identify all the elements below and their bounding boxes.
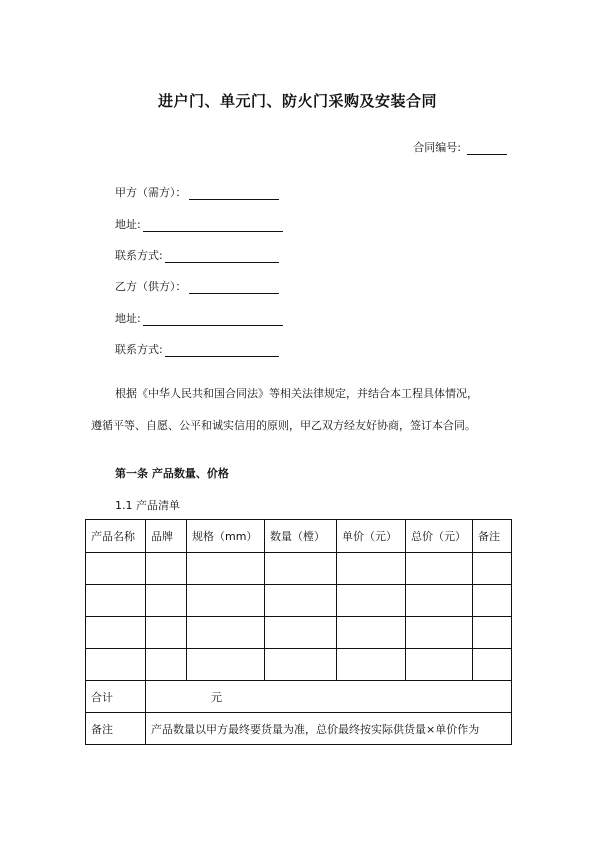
- header-brand: 品牌: [146, 520, 187, 553]
- document-title: 进户门、单元门、防火门采购及安装合同: [157, 92, 437, 110]
- table-cell[interactable]: [337, 649, 406, 681]
- party-b-label: 乙方（供方）：: [115, 280, 187, 293]
- table-cell[interactable]: [187, 553, 265, 585]
- preamble-line-1: 根据《中华人民共和国合同法》等相关法律规定，并结合本工程具体情况，: [115, 387, 478, 400]
- party-a-contact-blank: [165, 250, 279, 263]
- header-product-name: 产品名称: [86, 520, 146, 553]
- table-cell[interactable]: [337, 617, 406, 649]
- remark-text: 产品数量以甲方最终要货量为准，总价最终按实际供货量×单价作为: [146, 713, 512, 745]
- party-b-address-blank: [143, 313, 283, 326]
- table-cell[interactable]: [146, 649, 187, 681]
- table-cell[interactable]: [86, 617, 146, 649]
- table-cell[interactable]: [86, 649, 146, 681]
- section-1-title: 第一条 产品数量、价格: [115, 467, 229, 480]
- party-a-blank: [189, 187, 279, 200]
- table-cell[interactable]: [406, 553, 473, 585]
- party-b-address-label: 地址:: [115, 312, 141, 325]
- table-cell[interactable]: [265, 553, 337, 585]
- header-spec: 规格（mm）: [187, 520, 265, 553]
- table-cell[interactable]: [473, 617, 512, 649]
- party-b-address-row: [115, 310, 283, 326]
- header-remark: 备注: [473, 520, 512, 553]
- party-a-address-blank: [143, 219, 283, 232]
- table-cell[interactable]: [86, 553, 146, 585]
- total-value-cell[interactable]: [146, 681, 512, 713]
- table-cell[interactable]: [265, 649, 337, 681]
- table-cell[interactable]: [187, 617, 265, 649]
- party-b-blank: [189, 281, 279, 294]
- table-cell[interactable]: [337, 585, 406, 617]
- table-cell[interactable]: [406, 585, 473, 617]
- table-cell[interactable]: [406, 649, 473, 681]
- table-row: [86, 553, 512, 585]
- table-cell[interactable]: [473, 649, 512, 681]
- party-b-row: [115, 278, 279, 294]
- table-cell[interactable]: [406, 617, 473, 649]
- party-b-contact-row: [115, 341, 279, 357]
- contract-number-label: 合同编号:: [413, 141, 461, 154]
- table-cell[interactable]: [86, 585, 146, 617]
- table-row: [86, 617, 512, 649]
- party-a-address-label: 地址:: [115, 218, 141, 231]
- table-cell[interactable]: [473, 585, 512, 617]
- total-label: 合计: [86, 681, 146, 713]
- table-cell[interactable]: [265, 617, 337, 649]
- party-a-row: [115, 184, 279, 200]
- preamble-line-2: 遵循平等、自愿、公平和诚实信用的原则，甲乙双方经友好协商，签订本合同。: [91, 419, 476, 432]
- remark-row: [86, 713, 512, 745]
- header-unit-price: 单价（元）: [337, 520, 406, 553]
- table-header-row: [86, 520, 512, 553]
- table-row: [86, 585, 512, 617]
- party-a-contact-label: 联系方式:: [115, 249, 163, 262]
- party-b-contact-label: 联系方式:: [115, 343, 163, 356]
- party-b-contact-blank: [165, 344, 279, 357]
- header-quantity: 数量（樘）: [265, 520, 337, 553]
- table-cell[interactable]: [187, 649, 265, 681]
- remark-label: 备注: [86, 713, 146, 745]
- table-cell[interactable]: [473, 553, 512, 585]
- product-table: [85, 519, 512, 745]
- table-cell[interactable]: [337, 553, 406, 585]
- contract-number-blank: [467, 142, 507, 155]
- section-1-1-title: 1.1 产品清单: [115, 499, 180, 512]
- table-cell[interactable]: [146, 585, 187, 617]
- party-a-address-row: [115, 216, 283, 232]
- party-a-contact-row: [115, 247, 279, 263]
- party-a-label: 甲方（需方）：: [115, 186, 187, 199]
- total-unit: 元: [211, 691, 222, 704]
- table-cell[interactable]: [146, 617, 187, 649]
- table-row: [86, 649, 512, 681]
- table-cell[interactable]: [146, 553, 187, 585]
- total-row: [86, 681, 512, 713]
- contract-number: [413, 139, 507, 155]
- table-cell[interactable]: [265, 585, 337, 617]
- table-cell[interactable]: [187, 585, 265, 617]
- header-total-price: 总价（元）: [406, 520, 473, 553]
